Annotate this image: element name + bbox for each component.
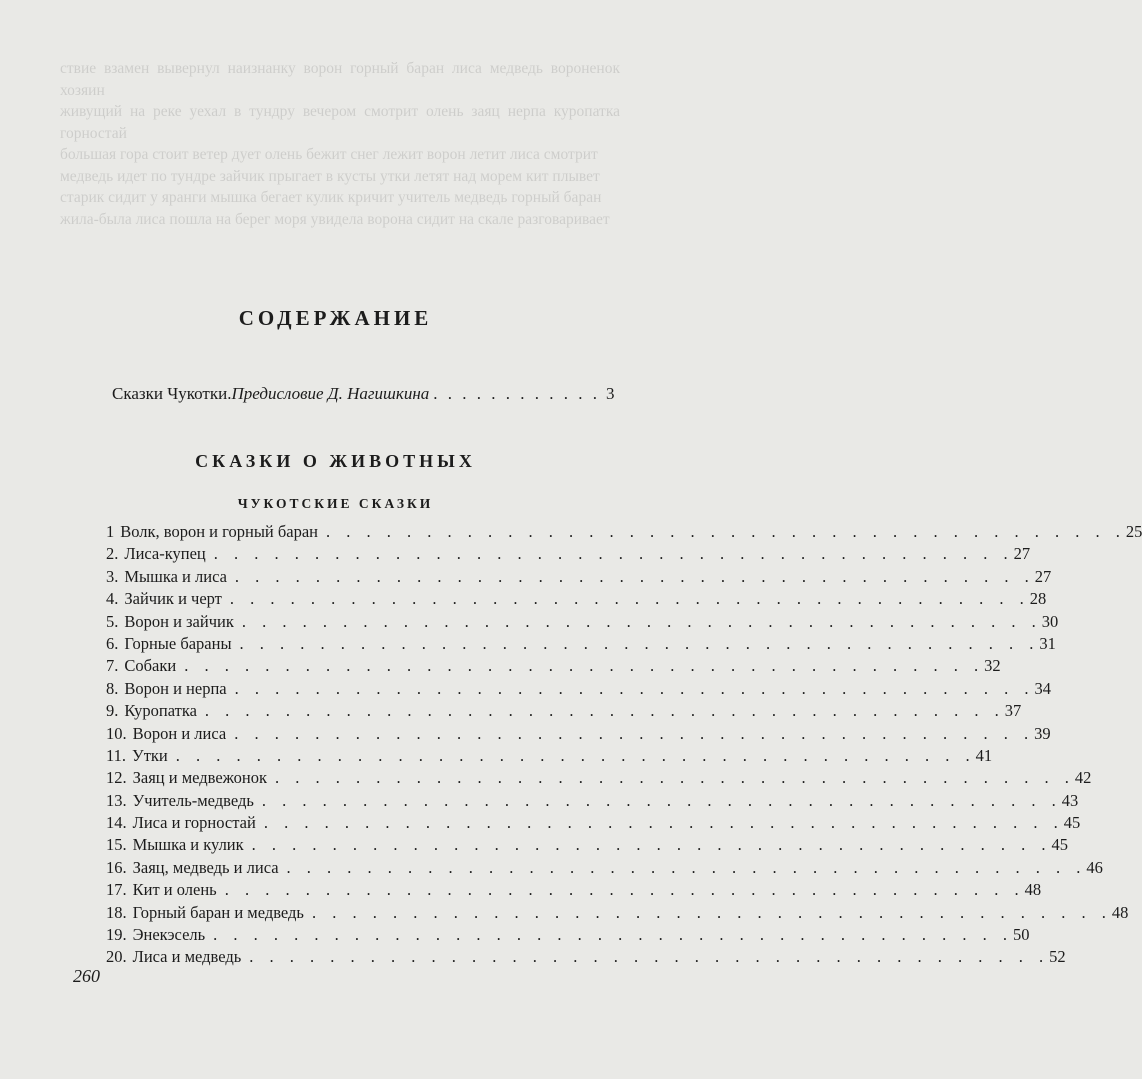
entry-number: 19. bbox=[106, 925, 127, 945]
entry-number: 11. bbox=[106, 745, 127, 765]
entry-number: 9. bbox=[106, 701, 119, 721]
toc-entry bbox=[106, 678, 1051, 701]
entry-number: 10. bbox=[106, 723, 127, 743]
entry-number: 20. bbox=[106, 947, 127, 967]
entry-number: 6. bbox=[106, 633, 119, 653]
entry-page-number: 25 bbox=[1125, 522, 1142, 541]
dot-leader: . . . . . . . . . . . . . . . . . . . . . . . . . . . . . . . . . . . . . . . . bbox=[261, 790, 1062, 810]
preface-page-number: 3 bbox=[606, 384, 615, 403]
toc-entry bbox=[106, 947, 1066, 969]
entry-title: Лиса и медведь bbox=[132, 947, 242, 967]
entry-page-number: 52 bbox=[1049, 947, 1066, 967]
entry-title: Энекэсель bbox=[132, 925, 206, 945]
dot-leader: . . . . . . . . . . . . . . . . . . . . . . . . . . . . . . . . . . . . . . . . bbox=[249, 947, 1050, 967]
entry-number: 12. bbox=[106, 768, 127, 788]
contents-heading: СОДЕРЖАНИЕ bbox=[238, 306, 433, 330]
entry-number: 3. bbox=[106, 566, 119, 586]
toc-entry bbox=[106, 566, 1052, 589]
toc-entry bbox=[106, 925, 1030, 947]
entry-title: Заяц, медведь и лиса bbox=[132, 857, 279, 877]
dot-leader: . . . . . . . . . . . . . . . . . . . . . . . . . . . . . . . . . . . . . . . . bbox=[311, 902, 1112, 922]
toc-entry bbox=[106, 835, 1069, 857]
entry-page-number: 31 bbox=[1039, 633, 1056, 653]
toc-entry bbox=[106, 701, 1022, 723]
entry-number: 1 bbox=[106, 522, 115, 541]
sub-heading: ЧУКОТСКИЕ СКАЗКИ bbox=[237, 496, 434, 511]
entry-title: Куропатка bbox=[124, 701, 197, 721]
entry-title: Лиса-купец bbox=[124, 544, 206, 564]
entry-number: 5. bbox=[106, 611, 119, 631]
entry-page-number: 43 bbox=[1061, 790, 1079, 810]
entry-page-number: 27 bbox=[1013, 544, 1031, 564]
entry-number: 4. bbox=[106, 589, 119, 609]
dot-leader: . . . . . . . . . . . . . . . . . . . . . . . . . . . . . . . . . . . . . . . . bbox=[229, 589, 1030, 609]
entry-title: Ворон и зайчик bbox=[124, 611, 234, 631]
entry-number: 16. bbox=[106, 857, 127, 877]
toc-entry bbox=[106, 813, 1081, 835]
entry-page-number: 45 bbox=[1051, 835, 1069, 855]
entry-title: Заяц и медвежонок bbox=[132, 768, 268, 788]
entry-page-number: 39 bbox=[1034, 723, 1051, 743]
toc-entry bbox=[106, 522, 1142, 544]
entry-page-number: 50 bbox=[1013, 925, 1030, 945]
dot-leader: . . . . . . . . . . . . . . . . . . . . . . . . . . . . . . . . . . . . . . . . bbox=[286, 857, 1087, 877]
section-heading: СКАЗКИ О ЖИВОТНЫХ bbox=[195, 451, 476, 471]
entry-number: 13. bbox=[106, 790, 127, 810]
preface-title: Сказки Чукотки. bbox=[112, 384, 232, 403]
dot-leader: . . . . . . . . . . . . . . . . . . . . . . . . . . . . . . . . . . . . . . . . bbox=[234, 678, 1035, 698]
toc-entry bbox=[106, 633, 1056, 656]
reverse-side-bleed-through: ствие взамен вывернул наизнанку ворон горный баран лиса медведь вороненок хозяин живущий на реке уехал в тундру вечером смотрит олень заяц нерпа куропатка горностай большая гора стоит ветер дует олень бежит снег лежит ворон летит лиса смотрит медведь идет по тундре зайчик прыгает в кусты утки летят над морем кит плывет старик сидит у яранги мышка бегает кулик кричит учитель медведь горный баран жила-была лиса пошла на берег моря увидела ворона сидит на скале разговаривает bbox=[60, 60, 620, 228]
entry-title: Собаки bbox=[124, 656, 177, 676]
toc-entry bbox=[106, 656, 1001, 678]
entry-page-number: 28 bbox=[1029, 589, 1047, 609]
dot-leader: . . . . . . . . . . . . . . . . . . . . . . . . . . . . . . . . . . . . . . . . bbox=[213, 544, 1014, 564]
dot-leader: . . . . . . . . . . . . . . . . . . . . . . . . . . . . . . . . . . . . . . . . bbox=[234, 723, 1035, 743]
toc-entry bbox=[106, 611, 1059, 634]
dot-leader: . . . . . . . . . . . . . . . . . . . . . . . . . . . . . . . . . . . . . . . . bbox=[275, 768, 1075, 788]
toc-entry bbox=[106, 902, 1129, 925]
entry-title: Кит и олень bbox=[132, 880, 217, 900]
entry-number: 8. bbox=[106, 678, 119, 698]
entry-title: Утки bbox=[132, 745, 168, 765]
entry-page-number: 42 bbox=[1074, 768, 1092, 788]
entry-number: 14. bbox=[106, 813, 127, 833]
entry-page-number: 45 bbox=[1063, 813, 1081, 833]
dot-leader: . . . . . . . . . . . . . . . . . . . . . . . . . . . . . . . . . . . . . . . . bbox=[184, 656, 985, 676]
entry-page-number: 30 bbox=[1041, 611, 1059, 631]
entry-number: 2. bbox=[106, 544, 119, 564]
toc-entry bbox=[106, 544, 1031, 566]
toc-entry bbox=[106, 880, 1042, 902]
dot-leader: . . . . . . . . . . . . . . . . . . . . . . . . . . . . . . . . . . . . . . . . bbox=[175, 745, 976, 765]
entry-number: 17. bbox=[106, 880, 127, 900]
entry-page-number: 48 bbox=[1111, 902, 1129, 922]
entry-page-number: 34 bbox=[1034, 678, 1051, 698]
dot-leader: . . . . . . . . . . . . . . . . . . . . . . . . . . . . . . . . . . . . . . . . bbox=[241, 611, 1042, 631]
entry-page-number: 32 bbox=[984, 656, 1001, 676]
toc-entry-list bbox=[106, 522, 1142, 970]
dot-leader: . . . . . . . . . . . . . . . . . . . . . . . . . . . . . . . . . . . . . . . . bbox=[239, 633, 1040, 653]
entry-page-number: 48 bbox=[1024, 880, 1042, 900]
toc-entry bbox=[106, 768, 1092, 790]
page-number: 260 bbox=[73, 966, 100, 986]
entry-title: Ворон и лиса bbox=[132, 723, 227, 743]
entry-page-number: 37 bbox=[1004, 701, 1022, 721]
entry-title: Мышка и кулик bbox=[132, 835, 244, 855]
dot-leader: . . . . . . . . . . . . . . . . . . . . . . . . . . . . . . . . . . . . . . . . bbox=[224, 880, 1025, 900]
dot-leader: . . . . . . . . . . . . . . . . . . . . . . . . . . . . . . . . . . . . . . . . bbox=[213, 925, 1014, 945]
entry-page-number: 46 bbox=[1086, 857, 1103, 877]
dot-leader: . . . . . . . . . . . . . . . . . . . . . . . . . . . . . . . . . . . . . . . . bbox=[234, 566, 1035, 586]
toc-entry bbox=[106, 745, 993, 768]
toc-entry bbox=[106, 790, 1079, 813]
entry-title: Ворон и нерпа bbox=[124, 678, 227, 698]
preface-author: Предисловие Д. Нагишкина bbox=[231, 384, 430, 403]
dot-leader: . . . . . . . . . . . . . . . . . . . . . . . . . . . . . . . . . . . . . . . . bbox=[263, 813, 1064, 833]
toc-entry bbox=[106, 723, 1051, 746]
entry-title: Зайчик и черт bbox=[124, 589, 222, 609]
entry-title: Мышка и лиса bbox=[124, 566, 227, 586]
preface-entry bbox=[112, 384, 615, 404]
entry-number: 15. bbox=[106, 835, 127, 855]
entry-page-number: 27 bbox=[1034, 566, 1052, 586]
entry-number: 18. bbox=[106, 902, 127, 922]
toc-entry bbox=[106, 857, 1103, 880]
toc-entry bbox=[106, 589, 1047, 611]
entry-title: Горный баран и медведь bbox=[132, 902, 304, 922]
dot-leader: . . . . . . . . . . . . . . . . . . . . . . . . . . . . . . . . . . . . . . . . bbox=[204, 701, 1005, 721]
entry-title: Учитель-медведь bbox=[132, 790, 254, 810]
entry-title: Лиса и горностай bbox=[132, 813, 256, 833]
entry-title: Волк, ворон и горный баран bbox=[120, 522, 318, 541]
dot-leader: . . . . . . . . . . . . . . . . . . . . . . . . . . . . . . . . . . . . . . . . bbox=[251, 835, 1052, 855]
entry-number: 7. bbox=[106, 656, 119, 676]
entry-page-number: 41 bbox=[975, 745, 993, 765]
preface-dot-leader: . . . . . . . . . . . . bbox=[433, 384, 601, 403]
entry-title: Горные бараны bbox=[124, 633, 232, 653]
dot-leader: . . . . . . . . . . . . . . . . . . . . . . . . . . . . . . . . . . . . . . . . bbox=[325, 522, 1126, 541]
